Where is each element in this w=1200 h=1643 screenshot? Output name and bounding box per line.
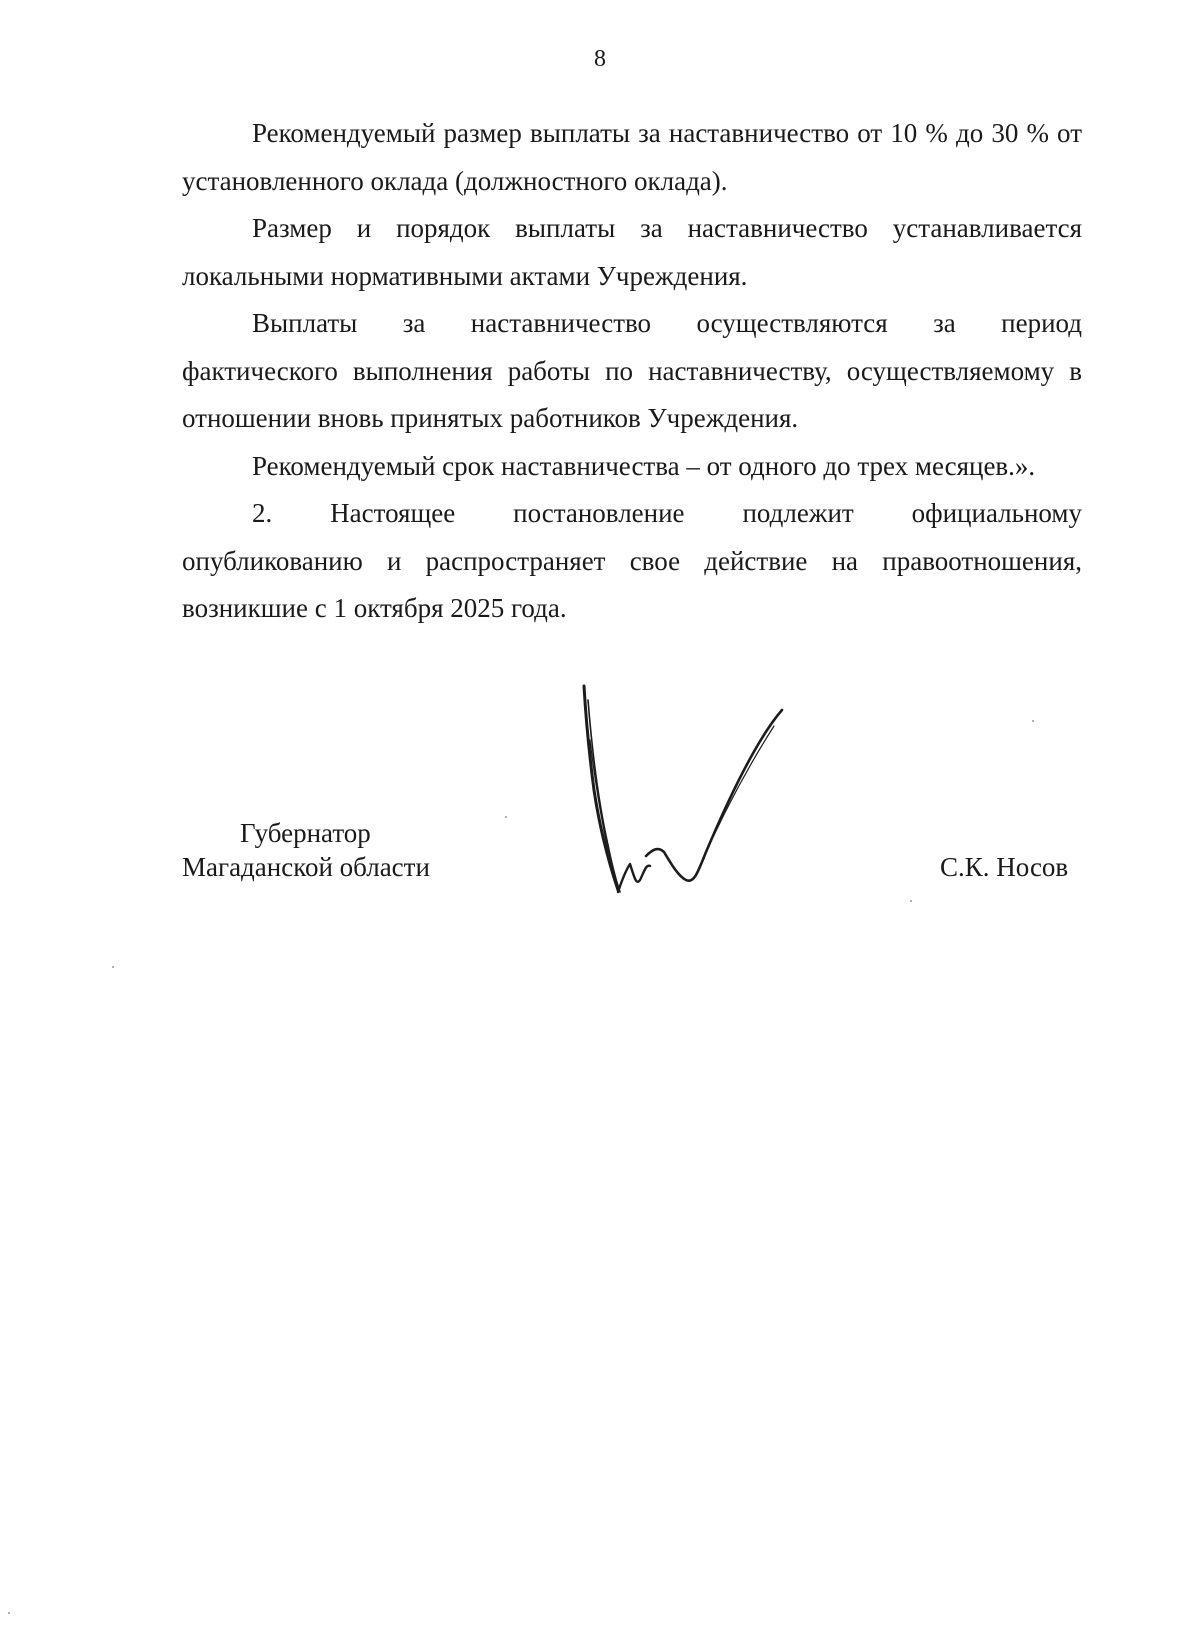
scan-speck <box>112 966 114 968</box>
scan-speck <box>505 816 507 818</box>
paragraph-payment-size: Рекомендуемый размер выплаты за наставничество от 10 % до 30 % от установленного оклада (должностного оклада). <box>182 118 1082 196</box>
signatory-name: С.К. Носов <box>940 852 1069 882</box>
handwritten-signature <box>560 680 820 920</box>
page-number: 8 <box>594 46 606 72</box>
scan-speck <box>1032 720 1034 722</box>
signatory-title-line1: Губернатор <box>240 818 371 848</box>
signatory-title <box>182 816 430 884</box>
paragraph-payment-period-line1: Выплаты за наставничество осуществляются за период <box>252 308 1082 338</box>
paragraph-publication-rest: опубликованию и распространяет свое действие на правоотношения, возникшие с 1 октября 2025 года. <box>182 545 1082 623</box>
signatory-title-line2: Магаданской области <box>182 852 430 882</box>
document-body <box>182 110 1082 633</box>
paragraph-publication-line1: 2. Настоящее постановление подлежит официальному <box>252 498 1082 528</box>
paragraph-payment-period-rest: фактического выполнения работы по наставничеству, осуществляемому в отношении вновь принятых работников Учреждения. <box>182 355 1082 433</box>
scan-speck <box>8 1612 10 1614</box>
paragraph-mentoring-term: Рекомендуемый срок наставничества – от одного до трех месяцев.». <box>252 450 1036 481</box>
scan-speck <box>910 900 912 902</box>
paragraph-payment-order: Размер и порядок выплаты за наставничество устанавливается локальными нормативными актами Учреждения. <box>182 213 1082 291</box>
